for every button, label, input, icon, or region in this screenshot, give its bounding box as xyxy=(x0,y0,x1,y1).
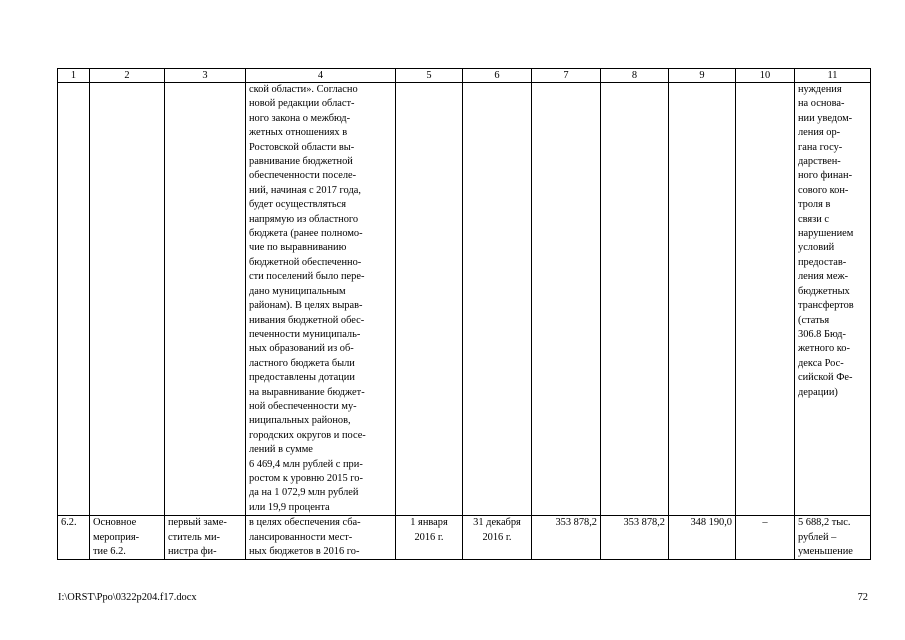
row2-col11-cell xyxy=(795,516,871,560)
text-line: ных образований из об- xyxy=(249,343,354,355)
text-line: на основа- xyxy=(798,98,845,110)
row1-col2-cell xyxy=(90,83,165,516)
text-line: ской области». Согласно xyxy=(249,84,358,95)
text-line: 6 469,4 млн рублей с при- xyxy=(249,458,363,470)
text-line: или 19,9 процента xyxy=(249,501,330,513)
text-line: ного закона о межбюд- xyxy=(249,112,351,124)
row2-col2-cell xyxy=(90,516,165,560)
text-line: ления меж- xyxy=(798,271,849,283)
text-line: 5 688,2 тыс. xyxy=(798,517,851,529)
text-line: ластного бюджета были xyxy=(249,357,355,369)
text-line: 2016 г. xyxy=(414,531,444,543)
text-line: первый заме- xyxy=(168,517,227,529)
footer-page-number: 72 xyxy=(857,592,868,603)
text-line: ститель ми- xyxy=(168,531,220,543)
text-line: ростом к уровню 2015 го- xyxy=(249,472,363,484)
row1-col4-cell xyxy=(246,83,396,516)
text-line: трансфертов xyxy=(798,300,854,312)
text-line: Основное xyxy=(93,517,137,529)
text-line: троля в xyxy=(798,199,831,211)
text-line: 1 января xyxy=(410,517,448,529)
header-cell: 7 xyxy=(532,69,601,83)
header-row xyxy=(58,69,871,83)
text-line: в целях обеспечения сба- xyxy=(249,517,361,529)
text-line: районам). В целях вырав- xyxy=(249,300,363,312)
footer-file-path: I:\ORST\Ppo\0322p204.f17.docx xyxy=(58,592,197,603)
text-line: нарушением xyxy=(798,228,854,240)
text-line: гана госу- xyxy=(798,141,843,153)
text-line: мероприя- xyxy=(93,531,140,543)
text-line: печенности муниципаль- xyxy=(249,328,361,340)
header-cell: 5 xyxy=(396,69,463,83)
text-line: напрямую из областного xyxy=(249,213,359,225)
text-line: будет осуществляться xyxy=(249,199,347,211)
text-line: нивания бюджетной обес- xyxy=(249,314,365,326)
row1-col5-cell xyxy=(396,83,463,516)
text-line: нии уведом- xyxy=(798,112,853,124)
text-line: ниципальных районов, xyxy=(249,415,351,427)
text-line: 2016 г. xyxy=(482,531,512,543)
row2-col9-cell: 348 190,0 xyxy=(669,516,736,560)
text-line: дерации) xyxy=(798,386,838,398)
text-line: равнивание бюджетной xyxy=(249,156,353,168)
row1-col11-cell xyxy=(795,83,871,516)
row2-col4-cell xyxy=(246,516,396,560)
row2-col1-cell: 6.2. xyxy=(58,516,90,560)
document-table xyxy=(57,68,871,560)
text-line: Ростовской области вы- xyxy=(249,141,355,153)
row2-col3-cell xyxy=(165,516,246,560)
text-line: чие по выравниванию xyxy=(249,242,347,254)
text-line: лений в сумме xyxy=(249,444,313,456)
header-cell: 1 xyxy=(58,69,90,83)
text-line: рублей – xyxy=(798,531,837,543)
row1-col8-cell xyxy=(601,83,669,516)
text-line: предостав- xyxy=(798,256,847,268)
row1-col7-cell xyxy=(532,83,601,516)
header-cell: 4 xyxy=(246,69,396,83)
text-line: ления ор- xyxy=(798,127,841,139)
table-row xyxy=(58,83,871,516)
text-line: уменьшение xyxy=(798,546,853,557)
text-line: 31 декабря xyxy=(473,517,521,529)
header-cell: 6 xyxy=(463,69,532,83)
text-line: декса Рос- xyxy=(798,357,844,369)
text-line: лансированности мест- xyxy=(249,531,353,543)
row1-col1-cell xyxy=(58,83,90,516)
text-line: предоставлены дотации xyxy=(249,372,355,384)
row1-col3-cell xyxy=(165,83,246,516)
text-line: жетных отношениях в xyxy=(249,127,348,139)
text-line: городских округов и посе- xyxy=(249,429,366,441)
row1-col6-cell xyxy=(463,83,532,516)
text-line: 306.8 Бюд- xyxy=(798,328,846,340)
header-cell: 10 xyxy=(736,69,795,83)
text-line: бюджетной обеспеченно- xyxy=(249,256,362,268)
text-line: ных бюджетов в 2016 го- xyxy=(249,546,360,557)
text-line: бюджетных xyxy=(798,285,850,297)
text-line: условий xyxy=(798,242,835,254)
text-line: нистра фи- xyxy=(168,546,217,557)
text-line: сти поселений было пере- xyxy=(249,271,365,283)
text-line: да на 1 072,9 млн рублей xyxy=(249,487,359,499)
text-line: дарствен- xyxy=(798,156,841,168)
text-line: на выравнивание бюджет- xyxy=(249,386,365,398)
header-cell: 2 xyxy=(90,69,165,83)
text-line: ного финан- xyxy=(798,170,853,182)
text-line: связи с xyxy=(798,213,830,225)
row2-col10-cell: – xyxy=(736,516,795,560)
text-line: нуждения xyxy=(798,84,842,95)
table-row xyxy=(58,516,871,560)
text-line: тие 6.2. xyxy=(93,546,126,557)
text-line: сийской Фе- xyxy=(798,372,853,384)
text-line: обеспеченности поселе- xyxy=(249,170,357,182)
text-line: дано муниципальным xyxy=(249,285,346,297)
row2-col8-cell: 353 878,2 xyxy=(601,516,669,560)
row1-col9-cell xyxy=(669,83,736,516)
header-cell: 3 xyxy=(165,69,246,83)
text-line: новой редакции област- xyxy=(249,98,355,110)
row2-col5-cell xyxy=(396,516,463,560)
text-line: ний, начиная с 2017 года, xyxy=(249,184,361,196)
header-cell: 11 xyxy=(795,69,871,83)
header-cell: 8 xyxy=(601,69,669,83)
text-line: бюджета (ранее полномо- xyxy=(249,228,363,240)
row1-col10-cell xyxy=(736,83,795,516)
text-line: сового кон- xyxy=(798,184,849,196)
row2-col6-cell xyxy=(463,516,532,560)
row2-col7-cell: 353 878,2 xyxy=(532,516,601,560)
text-line: жетного ко- xyxy=(798,343,850,355)
text-line: ной обеспеченности му- xyxy=(249,400,357,412)
text-line: (статья xyxy=(798,314,830,326)
header-cell: 9 xyxy=(669,69,736,83)
